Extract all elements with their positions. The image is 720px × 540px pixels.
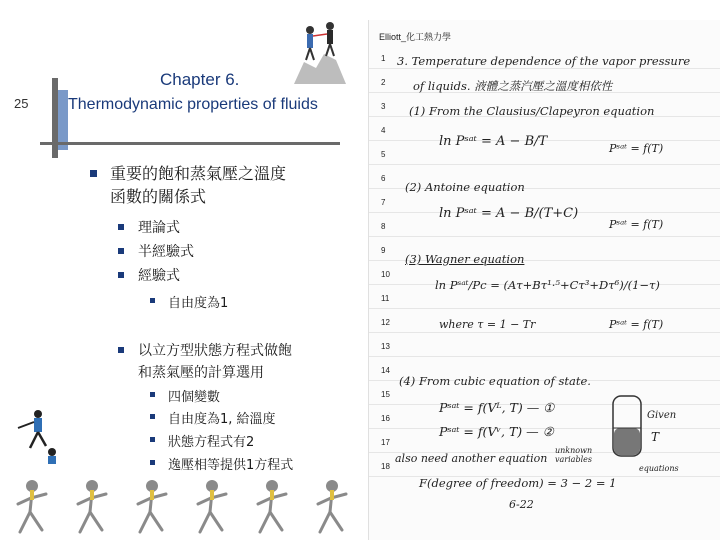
line-number: 3 <box>381 102 386 111</box>
equation-cubic-2: Pˢᵃᵗ = f(Vᵛ, T) — ② <box>439 424 554 439</box>
given-temperature: T <box>651 430 660 444</box>
bullet-sub1: 理論式 <box>138 220 180 236</box>
notes-line-6: (2) Antoine equation <box>405 180 525 194</box>
bullet-marker <box>118 224 124 230</box>
notes-rule <box>369 356 720 357</box>
notes-line-2: of liquids. 液體之蒸汽壓之溫度相依性 <box>413 79 613 93</box>
bullet-marker <box>150 392 155 397</box>
bullet-marker <box>150 298 155 303</box>
bullet-marker <box>118 347 124 353</box>
line-number: 4 <box>381 126 386 135</box>
bullet-main2-1: 四個變數 <box>168 390 221 405</box>
notes-line-13: (4) From cubic equation of state. <box>399 374 591 388</box>
slide-number: 25 <box>14 96 29 111</box>
line-number: 10 <box>381 270 390 279</box>
line-number: 5 <box>381 150 386 159</box>
bullet-main2-4: 逸壓相等提供1方程式 <box>168 458 294 473</box>
bullet-main2-line1: 以立方型狀態方程式做飽 <box>138 343 292 359</box>
bullet-main1-line2: 函數的關係式 <box>110 187 207 206</box>
line-number: 11 <box>381 294 390 303</box>
equation-clausius: ln Pˢᵃᵗ = A − B/T <box>439 134 548 149</box>
line-number: 1 <box>381 54 386 63</box>
two-climbers-on-rock-icon <box>290 18 348 86</box>
equation-antoine: ln Pˢᵃᵗ = A − B/(T+C) <box>439 206 579 221</box>
notes-line-17: also need another equation <box>395 452 548 465</box>
line-number: 15 <box>381 390 390 399</box>
equation-wagner-function: Pˢᵃᵗ = f(T) <box>609 318 664 331</box>
line-number: 12 <box>381 318 390 327</box>
bullet-sub3: 經驗式 <box>138 268 180 284</box>
line-number: 13 <box>381 342 390 351</box>
notes-rule <box>369 332 720 333</box>
line-number: 9 <box>381 246 386 255</box>
unknown-variables-label: unknown variables <box>555 446 593 464</box>
notes-page-number: 6-22 <box>509 498 534 511</box>
notes-line-1: 3. Temperature dependence of the vapor pressure <box>397 54 691 68</box>
notes-rule <box>369 68 720 69</box>
bullet-marker <box>150 460 155 465</box>
bullet-sub2: 半經驗式 <box>138 244 194 260</box>
given-label: Given <box>647 410 677 421</box>
equation-cubic-1: Pˢᵃᵗ = f(Vᴸ, T) — ① <box>439 400 555 415</box>
bullet-marker <box>150 437 155 442</box>
bullet-main2-3: 狀態方程式有2 <box>168 435 255 450</box>
degree-of-freedom-equation: F(degree of freedom) = 3 − 2 = 1 <box>419 476 617 490</box>
notes-rule <box>369 308 720 309</box>
line-number: 17 <box>381 438 390 447</box>
notes-rule <box>369 164 720 165</box>
bullet-marker <box>118 272 124 278</box>
line-number: 14 <box>381 366 390 375</box>
notes-rule <box>369 236 720 237</box>
vessel-sketch-icon <box>609 392 645 460</box>
title-underline <box>40 142 340 145</box>
bullet-main1-line1: 重要的飽和蒸氣壓之溫度 <box>110 164 287 183</box>
equations-label: equations <box>639 464 679 473</box>
bullet-marker <box>90 170 97 177</box>
bullet-main2-2: 自由度為1, 給溫度 <box>168 412 276 427</box>
bullet-main2-line2: 和蒸氣壓的計算選用 <box>138 365 264 381</box>
climber-icon <box>10 408 60 464</box>
line-number: 6 <box>381 174 386 183</box>
handwritten-notes-panel <box>368 20 720 540</box>
title-accent-bar <box>58 90 68 150</box>
line-number: 16 <box>381 414 390 423</box>
equation-antoine-function: Pˢᵃᵗ = f(T) <box>609 218 664 231</box>
line-number: 8 <box>381 222 386 231</box>
notes-line-9: (3) Wagner equation <box>405 252 525 266</box>
line-number: 7 <box>381 198 386 207</box>
slide-subtitle: Thermodynamic properties of fluids <box>68 96 318 113</box>
line-number: 18 <box>381 462 390 471</box>
bullet-sub3-1: 自由度為1 <box>168 296 229 311</box>
bullet-marker <box>118 248 124 254</box>
chapter-title: Chapter 6. <box>160 70 240 89</box>
notes-header: Elliott_化工熱力學 <box>379 32 452 42</box>
bullet-marker <box>150 414 155 419</box>
running-figures-icon <box>0 476 365 538</box>
equation-clausius-function: Pˢᵃᵗ = f(T) <box>609 142 664 155</box>
equation-wagner: ln Pˢᵃᵗ/Pc = (Aτ+Bτ¹·⁵+Cτ³+Dτ⁶)/(1−τ) <box>435 278 660 292</box>
notes-line-3: (1) From the Clausius/Clapeyron equation <box>409 104 655 118</box>
equation-wagner-where: where τ = 1 − Tr <box>439 318 536 331</box>
line-number: 2 <box>381 78 386 87</box>
